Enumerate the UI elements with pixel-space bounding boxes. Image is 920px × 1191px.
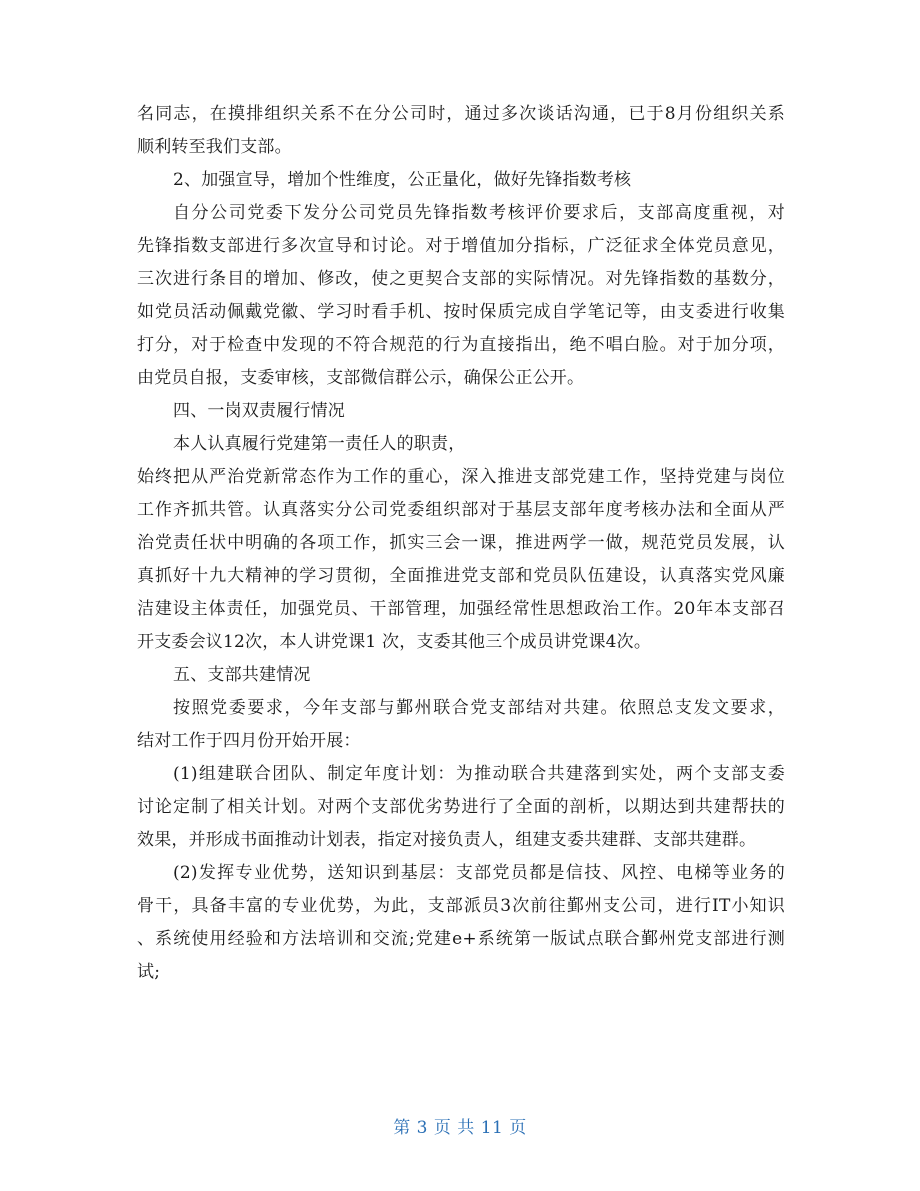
paragraph-line: 开支委会议12次，本人讲党课1 次，支委其他三个成员讲党课4次。 — [137, 632, 652, 652]
paragraph-line: 效果，并形成书面推动计划表，指定对接负责人，组建支委共建群、支部共建群。 — [137, 830, 757, 850]
paragraph-line: 结对工作于四月份开始开展： — [137, 731, 361, 751]
paragraph-line: 骨干，具备丰富的专业优势，为此，支部派员3次前往鄞州支公司，进行IT小知识 — [137, 896, 785, 916]
paragraph-line: 打分，对于检查中发现的不符合规范的行为直接指出，绝不唱白脸。对于加分项， — [137, 335, 785, 355]
section-heading: 五、支部共建情况 — [173, 665, 311, 685]
paragraph-line: 由党员自报，支委审核，支部微信群公示，确保公正公开。 — [137, 368, 585, 388]
paragraph-line: 真抓好十九大精神的学习贯彻，全面推进党支部和党员队伍建设，认真落实党风廉 — [137, 566, 785, 586]
paragraph-line: 始终把从严治党新常态作为工作的重心，深入推进支部党建工作，坚持党建与岗位 — [137, 467, 785, 487]
paragraph-line: 如党员活动佩戴党徽、学习时看手机、按时保质完成自学笔记等，由支委进行收集 — [137, 302, 785, 322]
document-body — [137, 98, 785, 989]
paragraph-line: 工作齐抓共管。认真落实分公司党委组织部对于基层支部年度考核办法和全面从严 — [137, 500, 785, 520]
section-heading: 四、一岗双责履行情况 — [173, 401, 345, 421]
page-number-footer: 第 3 页 共 11 页 — [393, 1118, 527, 1138]
section-subheading: 2、加强宣导，增加个性维度，公正量化，做好先锋指数考核 — [173, 170, 632, 190]
paragraph-line: (1)组建联合团队、制定年度计划：为推动联合共建落到实处，两个支部支委 — [173, 764, 785, 784]
paragraph-line: 洁建设主体责任，加强党员、干部管理，加强经常性思想政治工作。20年本支部召 — [137, 599, 785, 619]
paragraph-line: 讨论定制了相关计划。对两个支部优劣势进行了全面的剖析，以期达到共建帮扶的 — [137, 797, 785, 817]
paragraph-line: 先锋指数支部进行多次宣导和讨论。对于增值加分指标，广泛征求全体党员意见， — [137, 236, 785, 256]
paragraph-line: 本人认真履行党建第一责任人的职责， — [173, 434, 466, 454]
paragraph-line: 顺利转至我们支部。 — [137, 137, 292, 157]
paragraph-line: 试; — [137, 962, 161, 982]
paragraph-line: 名同志，在摸排组织关系不在分公司时，通过多次谈话沟通，已于8月份组织关系 — [137, 104, 785, 124]
paragraph-line: 按照党委要求，今年支部与鄞州联合党支部结对共建。依照总支发文要求， — [173, 698, 785, 718]
paragraph-line: 、系统使用经验和方法培训和交流;党建e+系统第一版试点联合鄞州党支部进行测 — [137, 929, 785, 949]
paragraph-line: (2)发挥专业优势，送知识到基层：支部党员都是信技、风控、电梯等业务的 — [173, 863, 785, 883]
paragraph-line: 三次进行条目的增加、修改，使之更契合支部的实际情况。对先锋指数的基数分， — [137, 269, 785, 289]
paragraph-line: 治党责任状中明确的各项工作，抓实三会一课，推进两学一做，规范党员发展，认 — [137, 533, 785, 553]
paragraph-line: 自分公司党委下发分公司党员先锋指数考核评价要求后，支部高度重视，对 — [173, 203, 785, 223]
